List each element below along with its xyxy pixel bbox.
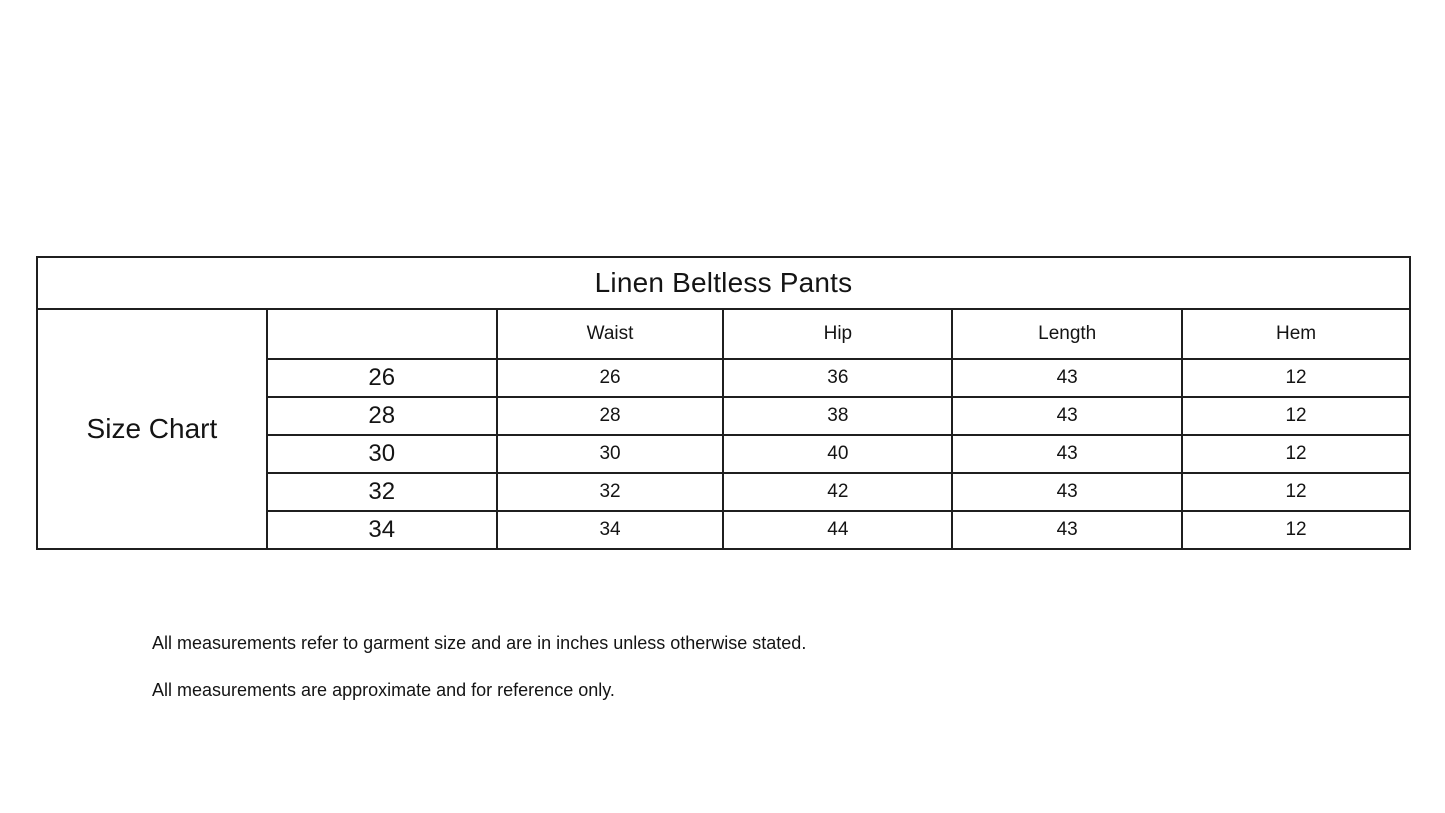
table-header-row bbox=[37, 309, 1410, 359]
table-title: Linen Beltless Pants bbox=[37, 257, 1410, 309]
waist-value: 26 bbox=[497, 359, 724, 397]
size-value: 30 bbox=[267, 435, 497, 473]
length-value: 43 bbox=[952, 435, 1182, 473]
waist-value: 30 bbox=[497, 435, 724, 473]
size-value: 34 bbox=[267, 511, 497, 549]
waist-value: 34 bbox=[497, 511, 724, 549]
hip-value: 44 bbox=[723, 511, 952, 549]
hem-value: 12 bbox=[1182, 435, 1410, 473]
column-header-length: Length bbox=[952, 309, 1182, 359]
hem-value: 12 bbox=[1182, 397, 1410, 435]
length-value: 43 bbox=[952, 511, 1182, 549]
size-chart-table bbox=[36, 256, 1411, 550]
length-value: 43 bbox=[952, 397, 1182, 435]
hip-value: 36 bbox=[723, 359, 952, 397]
hip-value: 42 bbox=[723, 473, 952, 511]
length-value: 43 bbox=[952, 473, 1182, 511]
size-chart-label: Size Chart bbox=[37, 309, 267, 549]
hem-value: 12 bbox=[1182, 359, 1410, 397]
waist-value: 28 bbox=[497, 397, 724, 435]
column-header-waist: Waist bbox=[497, 309, 724, 359]
column-header-hip: Hip bbox=[723, 309, 952, 359]
size-value: 28 bbox=[267, 397, 497, 435]
note-measurements-approximate: All measurements are approximate and for reference only. bbox=[152, 680, 615, 700]
column-header-hem: Hem bbox=[1182, 309, 1410, 359]
column-header-blank bbox=[267, 309, 497, 359]
hip-value: 40 bbox=[723, 435, 952, 473]
size-value: 32 bbox=[267, 473, 497, 511]
hem-value: 12 bbox=[1182, 473, 1410, 511]
hip-value: 38 bbox=[723, 397, 952, 435]
hem-value: 12 bbox=[1182, 511, 1410, 549]
size-value: 26 bbox=[267, 359, 497, 397]
waist-value: 32 bbox=[497, 473, 724, 511]
table-title-row bbox=[37, 257, 1410, 309]
length-value: 43 bbox=[952, 359, 1182, 397]
note-measurements-garment: All measurements refer to garment size and are in inches unless otherwise stated. bbox=[152, 633, 807, 653]
measurement-notes bbox=[152, 634, 806, 728]
